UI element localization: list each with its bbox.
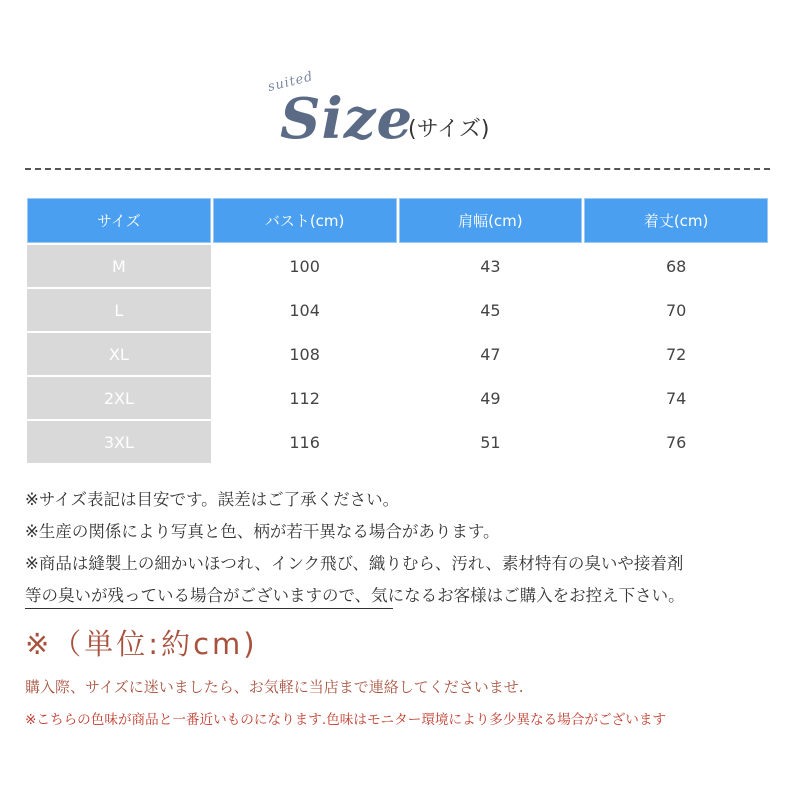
header-bust: バスト(cm) <box>213 198 397 243</box>
size-header <box>0 69 800 162</box>
length-cell: 72 <box>584 333 768 375</box>
note-line: ※サイズ表記は目安です。誤差はご了承ください。 <box>25 490 400 509</box>
length-cell: 70 <box>584 289 768 331</box>
shoulder-cell: 45 <box>399 289 583 331</box>
dashed-divider <box>25 168 770 170</box>
contact-note: 購入際、サイズに迷いましたら、お気軽に当店まで連絡してくださいませ. <box>25 678 524 696</box>
length-cell: 74 <box>584 377 768 419</box>
bust-cell: 104 <box>213 289 397 331</box>
table-header-row <box>27 198 768 243</box>
size-cell: M <box>27 245 211 287</box>
unit-note: ※（単位:約cm) <box>25 627 258 661</box>
header-size: サイズ <box>27 198 211 243</box>
size-cell: 3XL <box>27 421 211 463</box>
table-row <box>27 245 768 287</box>
shoulder-cell: 51 <box>399 421 583 463</box>
bust-cell: 112 <box>213 377 397 419</box>
table-row <box>27 421 768 463</box>
table-row <box>27 289 768 331</box>
note-line: 等の臭いが残っている場合がございますので、気になるお客様はご購入をお控え下さい。 <box>25 586 685 605</box>
header-shoulder: 肩幅(cm) <box>399 198 583 243</box>
size-cell: L <box>27 289 211 331</box>
size-title-jp: (サイズ) <box>408 117 490 142</box>
length-cell: 76 <box>584 421 768 463</box>
shoulder-cell: 47 <box>399 333 583 375</box>
shoulder-cell: 43 <box>399 245 583 287</box>
table-row <box>27 377 768 419</box>
bust-cell: 108 <box>213 333 397 375</box>
length-cell: 68 <box>584 245 768 287</box>
size-title: Size <box>280 86 414 152</box>
size-cell: 2XL <box>27 377 211 419</box>
notes-underline <box>25 608 393 609</box>
note-line: ※生産の関係により写真と色、柄が若干異なる場合があります。 <box>25 522 500 541</box>
size-cell: XL <box>27 333 211 375</box>
shoulder-cell: 49 <box>399 377 583 419</box>
bust-cell: 116 <box>213 421 397 463</box>
note-line: ※商品は縫製上の細かいほつれ、インク飛び、織りむら、汚れ、素材特有の臭いや接着剤 <box>25 554 684 573</box>
notes-block <box>25 484 785 612</box>
header-length: 着丈(cm) <box>584 198 768 243</box>
color-note: ※こちらの色味が商品と一番近いものになります.色味はモニター環境により多少異なる場合がございます <box>25 712 667 728</box>
bust-cell: 100 <box>213 245 397 287</box>
table-row <box>27 333 768 375</box>
size-table <box>25 196 770 465</box>
suited-label: suited <box>266 69 316 95</box>
